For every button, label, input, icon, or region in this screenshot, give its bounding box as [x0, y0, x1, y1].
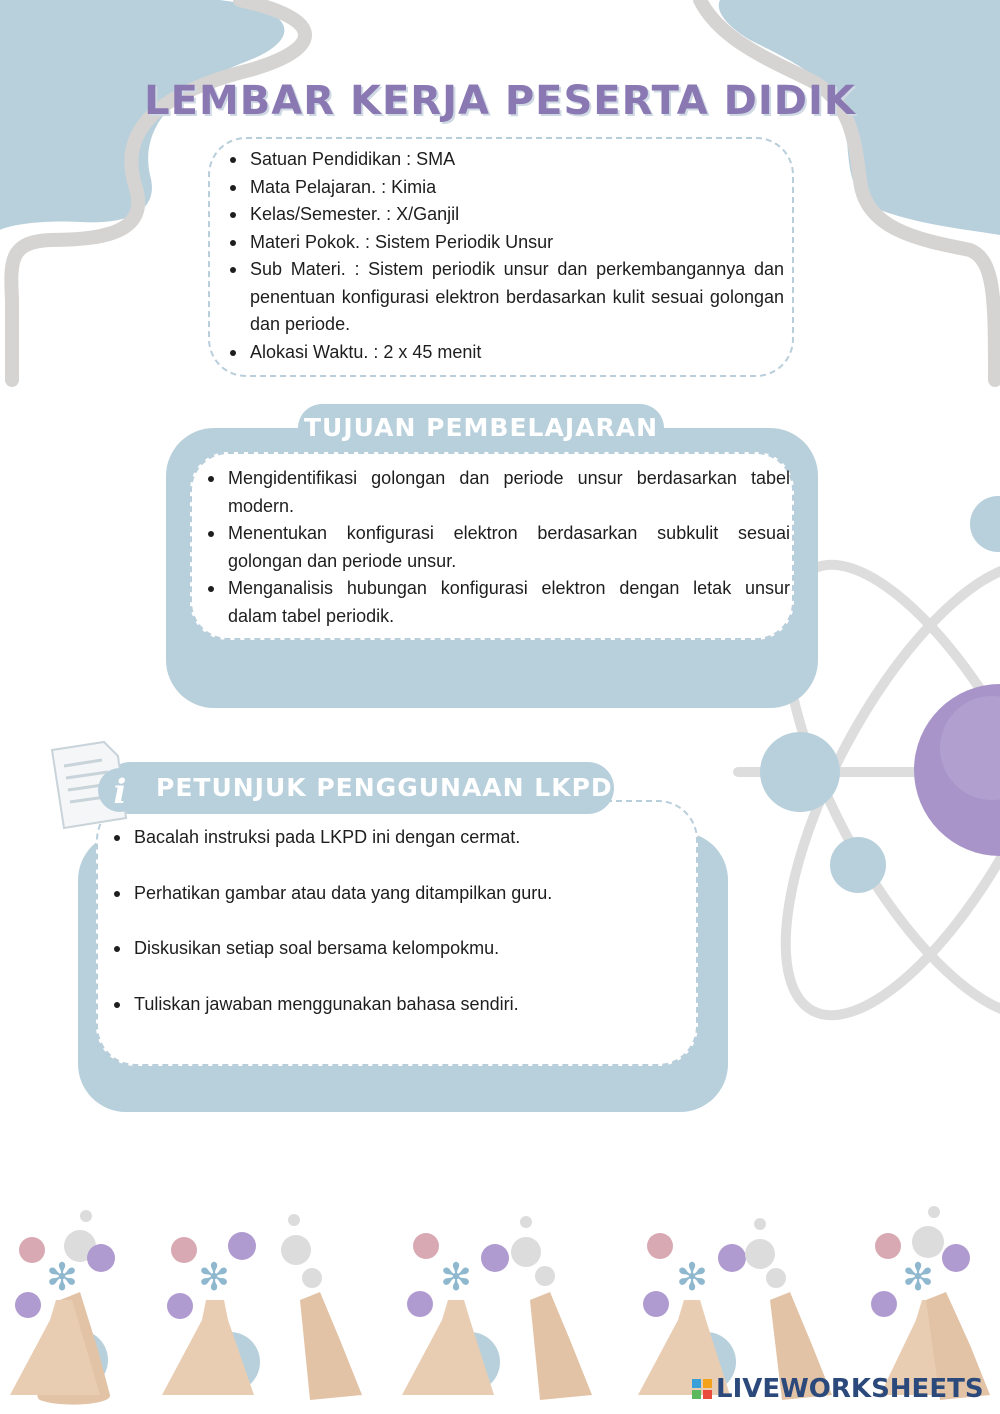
document-info-icon [46, 740, 136, 832]
svg-text:✻: ✻ [902, 1255, 934, 1299]
identity-box [208, 137, 794, 377]
tujuan-list [206, 465, 790, 630]
petunjuk-heading: PETUNJUK PENGGUNAAN LKPD [104, 762, 614, 814]
liveworksheets-mark-icon [692, 1379, 712, 1399]
tujuan-box [190, 452, 794, 640]
list-item: Tuliskan jawaban menggunakan bahasa sendiri. [112, 991, 682, 1019]
petunjuk-box [96, 800, 698, 1066]
list-item: Menentukan konfigurasi elektron berdasarkan subkulit sesuai golongan dan periode unsur. [206, 520, 790, 575]
logo-text: LIVEWORKSHEETS [716, 1374, 984, 1404]
svg-text:✻: ✻ [676, 1255, 708, 1299]
page-title: LEMBAR KERJA PESERTA DIDIK [144, 78, 856, 124]
petunjuk-list [112, 824, 682, 1046]
list-item: Perhatikan gambar atau data yang ditampilkan guru. [112, 880, 682, 908]
tujuan-heading: TUJUAN PEMBELAJARAN [298, 404, 664, 452]
list-item: Mengidentifikasi golongan dan periode unsur berdasarkan tabel modern. [206, 465, 790, 520]
liveworksheets-logo [692, 1372, 984, 1406]
list-item: Diskusikan setiap soal bersama kelompokmu. [112, 935, 682, 963]
list-item: Bacalah instruksi pada LKPD ini dengan cermat. [112, 824, 682, 852]
list-item: Materi Pokok. : Sistem Periodik Unsur [228, 229, 784, 257]
list-item: Kelas/Semester. : X/Ganjil [228, 201, 784, 229]
list-item: Sub Materi. : Sistem periodik unsur dan perkembangannya dan penentuan konfigurasi elektron berdasarkan kulit sesuai golongan dan periode. [228, 256, 784, 339]
identity-list [228, 146, 784, 366]
info-icon-letter: i [113, 772, 127, 812]
svg-text:✻: ✻ [198, 1255, 230, 1299]
list-item: Mata Pelajaran. : Kimia [228, 174, 784, 202]
list-item: Alokasi Waktu. : 2 x 45 menit [228, 339, 784, 367]
list-item: Satuan Pendidikan : SMA [228, 146, 784, 174]
list-item: Menganalisis hubungan konfigurasi elektron dengan letak unsur dalam tabel periodik. [206, 575, 790, 630]
svg-text:✻: ✻ [440, 1255, 472, 1299]
svg-text:✻: ✻ [46, 1255, 78, 1299]
